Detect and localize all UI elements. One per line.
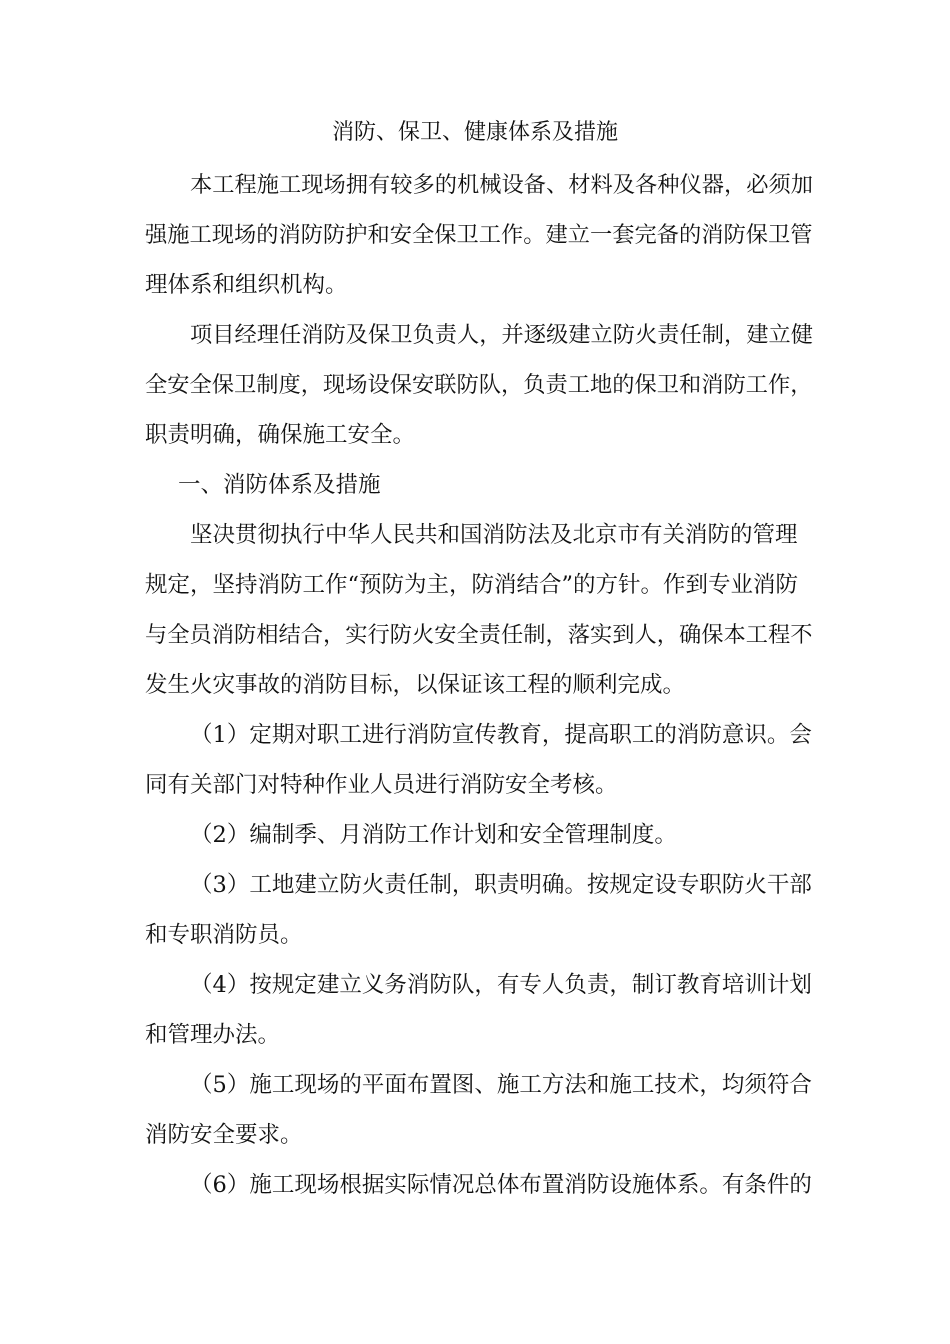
paragraph-line: 规定，坚持消防工作“预防为主，防消结合”的方针。作到专业消防 — [145, 572, 799, 598]
paragraph-line: 本工程施工现场拥有较多的机械设备、材料及各种仪器，必须加 — [190, 172, 813, 198]
section-heading: 一、消防体系及措施 — [178, 472, 381, 498]
list-item-3: （3）工地建立防火责任制，职责明确。按规定设专职防火干部 — [190, 872, 812, 898]
paragraph-line: 发生火灾事故的消防目标，以保证该工程的顺利完成。 — [145, 672, 686, 698]
paragraph-line: 职责明确，确保施工安全。 — [145, 422, 416, 448]
list-item-2: （2）编制季、月消防工作计划和安全管理制度。 — [190, 822, 677, 848]
list-item-6: （6）施工现场根据实际情况总体布置消防设施体系。有条件的 — [190, 1172, 812, 1198]
paragraph-line: 项目经理任消防及保卫负责人，并逐级建立防火责任制，建立健 — [190, 322, 813, 348]
document-title: 消防、保卫、健康体系及措施 — [331, 120, 618, 145]
list-item-1: （1）定期对职工进行消防宣传教育，提高职工的消防意识。会 — [190, 722, 812, 748]
paragraph-line: 强施工现场的消防防护和安全保卫工作。建立一套完备的消防保卫管 — [145, 222, 813, 248]
paragraph-line: 与全员消防相结合，实行防火安全责任制，落实到人，确保本工程不 — [145, 622, 813, 648]
paragraph-line: 和专职消防员。 — [145, 922, 303, 948]
list-item-5: （5）施工现场的平面布置图、施工方法和施工技术，均须符合 — [190, 1072, 812, 1098]
list-item-4: （4）按规定建立义务消防队，有专人负责，制订教育培训计划 — [190, 972, 812, 998]
paragraph-line: 消防安全要求。 — [145, 1122, 303, 1148]
paragraph-line: 坚决贯彻执行中华人民共和国消防法及北京市有关消防的管理 — [190, 522, 798, 548]
paragraph-line: 同有关部门对特种作业人员进行消防安全考核。 — [145, 772, 618, 798]
paragraph-line: 理体系和组织机构。 — [145, 272, 348, 298]
paragraph-line: 全安全保卫制度，现场设保安联防队，负责工地的保卫和消防工作， — [145, 372, 813, 398]
paragraph-line: 和管理办法。 — [145, 1022, 281, 1048]
